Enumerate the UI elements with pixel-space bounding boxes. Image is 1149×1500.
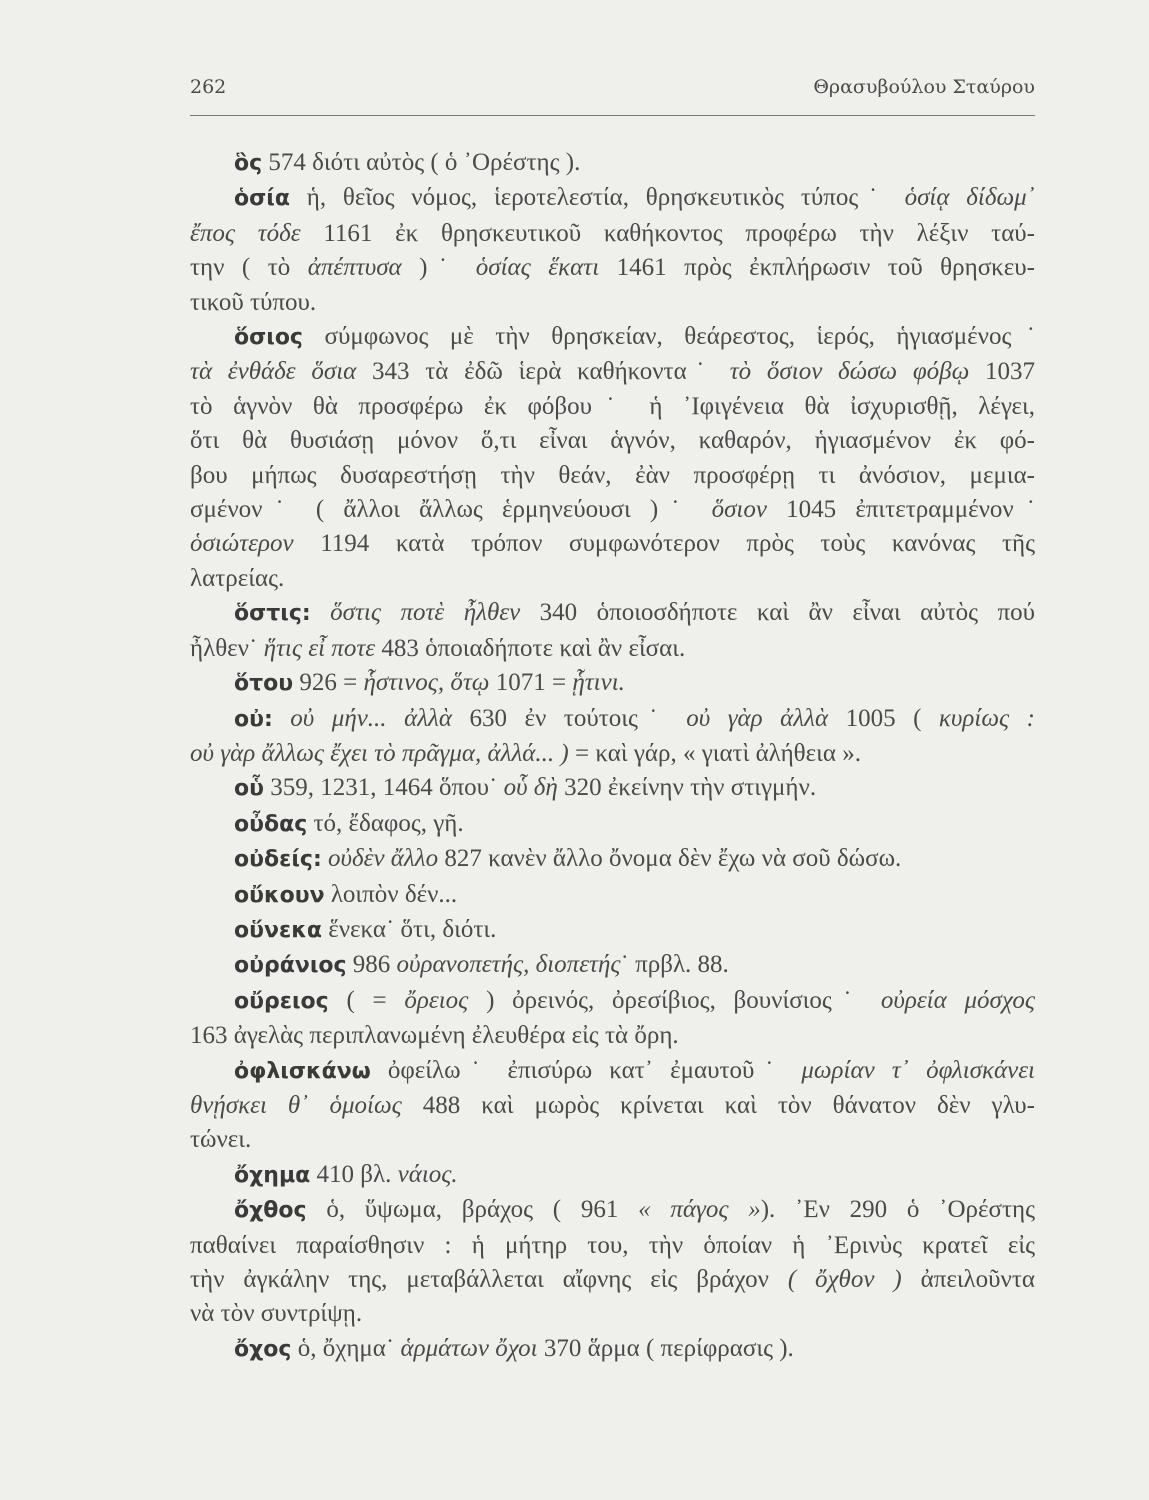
definition-text: 986 bbox=[346, 951, 397, 979]
entry-line bbox=[190, 181, 1035, 216]
definition-text: 1005 ( bbox=[828, 704, 939, 732]
entry-line bbox=[190, 666, 1035, 701]
headword: ὅτου bbox=[234, 671, 294, 697]
definition-text: την ( τὸ bbox=[190, 254, 308, 282]
entry-line bbox=[190, 1123, 1035, 1157]
dictionary-entry bbox=[190, 807, 1035, 842]
entry-line bbox=[190, 1089, 1035, 1123]
entry-line bbox=[190, 1297, 1035, 1331]
dictionary-entry bbox=[190, 842, 1035, 877]
entry-line bbox=[190, 1229, 1035, 1263]
entry-line bbox=[190, 1263, 1035, 1297]
quotation: οὐρεία μόσχος bbox=[880, 986, 1035, 1014]
quotation: κυρίως : bbox=[938, 704, 1035, 732]
quotation: οὐδὲν ἄλλο bbox=[321, 845, 439, 873]
entry-line bbox=[190, 355, 1035, 389]
dictionary-entry bbox=[190, 666, 1035, 701]
entry-line bbox=[190, 424, 1035, 458]
quotation: ὅσιον bbox=[711, 496, 767, 524]
definition-text: ὁ, ὄχημα˙ bbox=[291, 1334, 401, 1362]
definition-text: σύμφωνος μὲ τὴν θρησκείαν, θεάρεστος, ἱερός, ἡγιασμένος˙ bbox=[302, 323, 1035, 351]
headword: ὅστις: bbox=[234, 601, 311, 627]
definition-text: τώνει. bbox=[190, 1126, 252, 1154]
definition-text: )˙ bbox=[401, 254, 476, 282]
quotation: τὰ ἐνθάδε ὅσια bbox=[190, 358, 357, 386]
definition-text: ὀφείλω˙ ἐπισύρω κατ᾿ ἐμαυτοῦ˙ bbox=[370, 1056, 802, 1084]
quotation: « πάγος » bbox=[638, 1196, 761, 1224]
quotation: θνῄσκει θ᾿ ὁμοίως bbox=[190, 1091, 402, 1119]
entry-line bbox=[190, 948, 1035, 983]
definition-text: τό, ἔδαφος, γῆ. bbox=[307, 809, 464, 837]
definition-text: 320 ἐκείνην τὴν στιγμήν. bbox=[557, 774, 817, 802]
dictionary-entry bbox=[190, 596, 1035, 666]
dictionary-entry bbox=[190, 948, 1035, 983]
definition-text: 630 ἐν τούτοις˙ bbox=[451, 704, 687, 732]
quotation: ἀπέπτυσα bbox=[307, 254, 402, 282]
definition-text: 1045 ἐπιτετραμμένον˙ bbox=[766, 496, 1035, 524]
definition-text: τικοῦ τύπου. bbox=[190, 288, 317, 316]
definition-text: 483 ὁποιαδήποτε καὶ ἂν εἶσαι. bbox=[375, 634, 686, 662]
dictionary-entry bbox=[190, 181, 1035, 320]
definition-text: λοιπὸν δέν... bbox=[324, 880, 458, 908]
definition-text: 574 διότι αὐτὸς ( ὁ ᾿Ορέστης ). bbox=[262, 149, 581, 176]
headword: οὐράνιος bbox=[234, 953, 347, 979]
headword: ὄχος bbox=[234, 1336, 292, 1362]
definition-text: 827 κανὲν ἄλλο ὄνομα δὲν ἔχω νὰ σοῦ δώσω. bbox=[438, 845, 902, 873]
dictionary-entry bbox=[190, 913, 1035, 948]
definition-text: ἕνεκα˙ ὅτι, διότι. bbox=[321, 915, 497, 943]
entry-line bbox=[190, 1158, 1035, 1193]
dictionary-entry bbox=[190, 1193, 1035, 1332]
headword: οὔρειος bbox=[234, 988, 329, 1014]
quotation: τὸ ὅσιον δώσω φόβῳ bbox=[729, 358, 970, 386]
entry-line bbox=[190, 217, 1035, 251]
header-rule bbox=[190, 115, 1035, 116]
definition-text: ὅτι θὰ θυσιάσῃ μόνον ὅ,τι εἶναι ἁγνόν, καθαρόν, ἡγιασμένον ἐκ φό- bbox=[190, 427, 1035, 455]
entry-line bbox=[190, 527, 1035, 561]
definition-text: τὸ ἁγνὸν θὰ προσφέρω ἐκ φόβου˙ ἡ ᾿Ιφιγένεια θὰ ἰσχυρισθῇ, λέγει, bbox=[190, 392, 1035, 420]
headword: οὖδας bbox=[234, 811, 308, 837]
definition-text: 370 ἅρμα ( περίφρασις ). bbox=[537, 1334, 794, 1362]
definition-text: ὁ, ὕψωμα, βράχος ( 961 bbox=[306, 1196, 639, 1224]
dictionary-entry bbox=[190, 320, 1035, 596]
definition-text: 343 τὰ ἐδῶ ἱερὰ καθήκοντα˙ bbox=[356, 358, 730, 386]
definition-text: = καὶ γάρ, « γιατὶ ἀλήθεια ». bbox=[568, 739, 861, 767]
headword: οὕνεκα bbox=[234, 917, 322, 943]
quotation: οὐ γὰρ ἄλλως ἔχει τὸ πρᾶγμα, ἀλλά... ) bbox=[190, 739, 569, 767]
definition-text: ἀπειλοῦντα bbox=[901, 1266, 1035, 1293]
dictionary-entry bbox=[190, 878, 1035, 913]
entry-line bbox=[190, 984, 1035, 1019]
definition-text: 1461 πρὸς ἐκπλήρωσιν τοῦ θρησκευ- bbox=[599, 254, 1035, 282]
entry-line bbox=[190, 771, 1035, 806]
entry-line bbox=[190, 737, 1035, 771]
headword: οὔκουν bbox=[234, 882, 325, 908]
entry-line bbox=[190, 842, 1035, 877]
quotation: ὁσιώτερον bbox=[190, 530, 294, 558]
definition-text: λατρείας. bbox=[190, 564, 285, 592]
entry-line bbox=[190, 493, 1035, 527]
dictionary-entry bbox=[190, 146, 1035, 181]
entry-line bbox=[190, 878, 1035, 913]
definition-text: 163 ἀγελὰς περιπλανωμένη ἐλευθέρα εἰς τὰ ὄρη. bbox=[190, 1022, 679, 1050]
definition-text: νὰ τὸν συντρίψῃ. bbox=[190, 1300, 363, 1328]
definition-text: ). ᾿Εν 290 ὁ ᾿Ορέστης bbox=[760, 1196, 1035, 1224]
entry-line bbox=[190, 1019, 1035, 1053]
entry-line bbox=[190, 702, 1035, 737]
headword: ὄχημα bbox=[234, 1162, 311, 1188]
quotation: ἁρμάτων ὄχοι bbox=[400, 1334, 538, 1362]
definition-text: ) ὀρεινός, ὀρεσίβιος, βουνίσιος˙ bbox=[468, 986, 881, 1014]
definition-text: 1161 ἐκ θρησκευτικοῦ καθήκοντος προφέρω τὴν λέξιν ταύ- bbox=[300, 219, 1035, 247]
definition-text: ˙ πρβλ. 88. bbox=[620, 951, 729, 979]
quotation: οὗ δὴ bbox=[503, 774, 558, 802]
entry-line bbox=[190, 1193, 1035, 1228]
dictionary-entry bbox=[190, 1158, 1035, 1193]
entry-line bbox=[190, 807, 1035, 842]
quotation: νάιος. bbox=[397, 1160, 458, 1188]
definition-text: 1194 κατὰ τρόπον συμφωνότερον πρὸς τοὺς κανόνας τῆς bbox=[293, 530, 1035, 558]
headword: οὐδείς: bbox=[234, 847, 322, 873]
running-title: Θρασυβούλου Σταύρου bbox=[813, 76, 1035, 98]
quotation: ὅστις ποτὲ ἦλθεν bbox=[310, 599, 521, 627]
definition-text: 359, 1231, 1464 ὅπου˙ bbox=[263, 774, 504, 802]
definition-text: σμένον˙ ( ἄλλοι ἄλλως ἑρμηνεύουσι )˙ bbox=[190, 496, 712, 524]
headword: οὗ bbox=[234, 776, 264, 802]
entry-line bbox=[190, 1054, 1035, 1089]
entry-line bbox=[190, 320, 1035, 355]
quotation: οὐ γὰρ ἀλλὰ bbox=[686, 704, 829, 732]
definition-text: ἦλθεν˙ bbox=[190, 634, 264, 662]
dictionary-entry bbox=[190, 1332, 1035, 1367]
dictionary-entry bbox=[190, 771, 1035, 806]
definition-text: βου μήπως δυσαρεστήσῃ τὴν θεάν, ἐὰν προσφέρῃ τι ἀνόσιον, μεμια- bbox=[190, 461, 1035, 489]
entry-line bbox=[190, 596, 1035, 631]
headword: ὃς bbox=[234, 151, 263, 176]
definition-text: 1037 bbox=[969, 358, 1036, 386]
entry-line bbox=[190, 459, 1035, 493]
entry-line bbox=[190, 632, 1035, 666]
dictionary-entries bbox=[190, 146, 1035, 1367]
quotation: ὁσίας ἕκατι bbox=[475, 254, 600, 282]
headword: ὅσιος bbox=[234, 325, 303, 351]
definition-text: 410 βλ. bbox=[310, 1160, 398, 1188]
quotation: οὐ μήν... ἀλλὰ bbox=[272, 704, 452, 732]
quotation: μωρίαν τ᾿ ὀφλισκάνει bbox=[801, 1056, 1036, 1084]
quotation: ᾗτινι. bbox=[572, 669, 625, 697]
definition-text: τὴν ἀγκάλην της, μεταβάλλεται αἴφνης εἰς βράχον bbox=[190, 1266, 788, 1293]
quotation: ὁσίᾳ δίδωμ᾿ bbox=[904, 184, 1035, 212]
entry-line bbox=[190, 286, 1035, 320]
entry-line bbox=[190, 390, 1035, 424]
entry-line bbox=[190, 913, 1035, 948]
entry-line bbox=[190, 251, 1035, 285]
running-header bbox=[190, 76, 1035, 110]
definition-text: 1071 = bbox=[489, 669, 573, 697]
dictionary-entry bbox=[190, 702, 1035, 772]
definition-text: ἡ, θεῖος νόμος, ἱεροτελεστία, θρησκευτικὸς τύπος˙ bbox=[289, 184, 905, 212]
definition-text: 926 = bbox=[293, 669, 364, 697]
quotation: ἔπος τόδε bbox=[190, 219, 301, 247]
dictionary-entry bbox=[190, 984, 1035, 1054]
definition-text: ( = bbox=[328, 986, 405, 1014]
quotation: οὐρανοπετής, διοπετής bbox=[396, 951, 621, 979]
headword: ὄχθος bbox=[234, 1198, 307, 1224]
quotation: ἥτις εἶ ποτε bbox=[263, 634, 376, 662]
quotation: ( ὄχθον ) bbox=[787, 1266, 902, 1293]
headword: οὐ: bbox=[234, 706, 273, 732]
definition-text: 340 ὁποιοσδήποτε καὶ ἂν εἶναι αὐτὸς πού bbox=[520, 599, 1035, 627]
page-number: 262 bbox=[190, 76, 227, 98]
entry-line bbox=[190, 1332, 1035, 1367]
headword: ὀφλισκάνω bbox=[234, 1058, 371, 1084]
dictionary-entry bbox=[190, 1054, 1035, 1158]
quotation: ἧστινος, ὅτῳ bbox=[363, 669, 490, 697]
definition-text: παθαίνει παραίσθησιν : ἡ μήτηρ του, τὴν ὁποίαν ἡ ᾿Ερινὺς κρατεῖ εἰς bbox=[190, 1231, 1035, 1259]
headword: ὁσία bbox=[234, 186, 290, 212]
quotation: ὄρειος bbox=[404, 986, 469, 1014]
definition-text: 488 καὶ μωρὸς κρίνεται καὶ τὸν θάνατον δὲν γλυ- bbox=[401, 1091, 1035, 1119]
entry-line bbox=[190, 146, 1035, 181]
entry-line bbox=[190, 562, 1035, 596]
